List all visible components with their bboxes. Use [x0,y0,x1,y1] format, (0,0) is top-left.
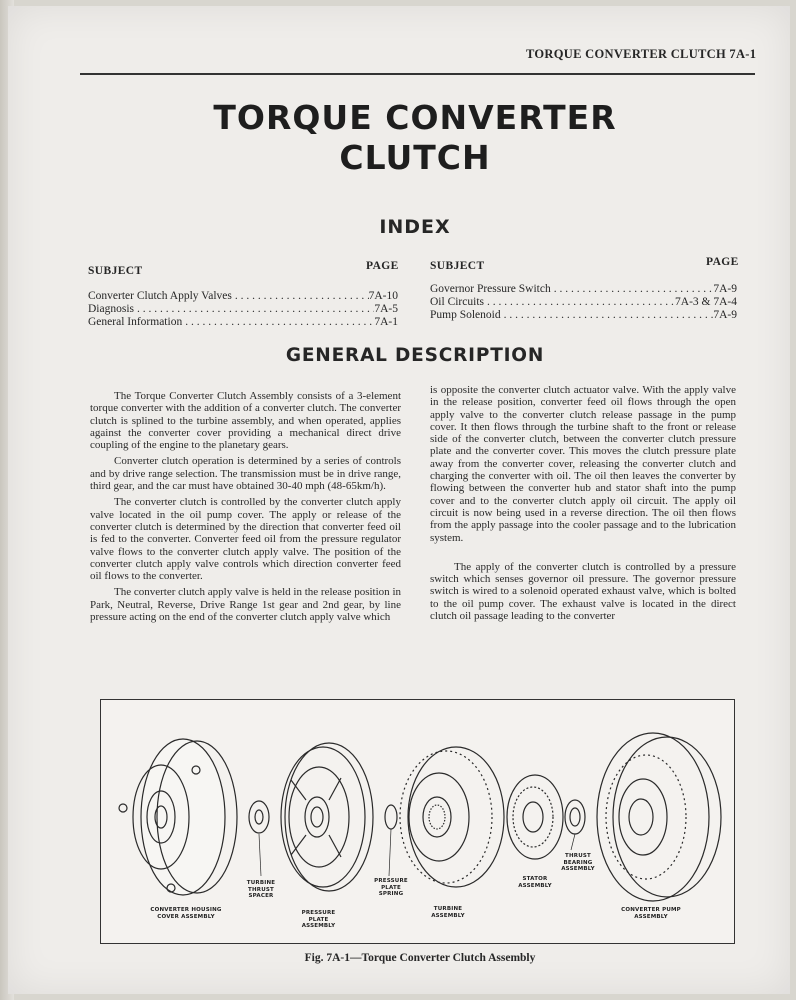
page-title [180,98,650,178]
body-paragraph: is opposite the converter clutch actuator valve. With the apply valve in the release position, converter feed oil flows through the open apply valve to the converter clutch release passage in the pump cover. It then flows through the turbine shaft to the front or release side of the converter clutch, between the converter clutch pressure plate and the converter cover. This moves the clutch pressure plate away from the converter cover, releasing the converter clutch and charging the converter with oil. The oil then leaves the converter by flowing between the converter hub and stator shaft into the pump cover and to the converter clutch apply oil circuit. The apply oil circuit is now being used in a reverse direction. The oil then flows from the apply passage into the cooler passage and to the lubrication system. [430,384,736,544]
index-page-header-left: PAGE [366,260,399,272]
pressure-plate-spring-part [385,805,397,829]
index-subject: Oil Circuits [430,296,484,308]
thrust-bearing-part [565,800,585,834]
thrust-spacer-part [249,801,269,833]
index-page: 7A-9 [713,309,737,321]
body-paragraph: Converter clutch operation is determined by a series of controls and by drive range selection. The transmission must be in drive range, third gear, and the car must have obtained 30-40 mph (48-65km/h). [90,455,401,493]
label-stator: STATOR ASSEMBLY [518,876,552,889]
title-line-2: CLUTCH [339,138,491,177]
index-subject: Converter Clutch Apply Valves [88,290,232,302]
stator-part [507,775,563,859]
index-subject-header-right: SUBJECT [430,260,485,272]
index-page: 7A-9 [713,283,737,295]
index-subject: Diagnosis [88,303,134,315]
label-thrust-spacer: TURBINE THRUST SPACER [246,880,276,899]
index-entry [88,303,398,316]
housing-cover-part [119,739,237,895]
label-housing-cover: CONVERTER HOUSING COVER ASSEMBLY [150,907,222,920]
index-subject: Pump Solenoid [430,309,501,321]
turbine-part [400,747,504,887]
index-page: 7A-10 [368,290,398,302]
index-heading: INDEX [379,216,451,238]
body-paragraph: The apply of the converter clutch is controlled by a pressure switch which senses governor oil pressure. The governor pressure switch is wired to a solenoid operated exhaust valve, which is bolted to the oil pump cover. The exhaust valve is located in the direct clutch oil passage leading to the converter [430,560,736,623]
label-thrust-bearing: THRUST BEARING ASSEMBLY [561,853,595,872]
body-column-right [430,384,736,622]
header-rule [80,73,755,75]
pressure-plate-part [281,743,373,891]
section-heading: GENERAL DESCRIPTION [285,345,545,366]
index-entry [88,316,398,329]
body-paragraph: The converter clutch is controlled by the converter clutch apply valve located in the oil pump cover. The apply or release of the converter clutch is determined by the direction that converter feed oil is fed to the converter. Converter feed oil from the pressure regulator valve flows to the converter clutch apply valve. The position of the converter clutch apply valve controls which direction converter feed oil flows to the converter. [90,496,401,583]
index-subject: General Information [88,316,183,328]
label-pressure-plate-spring: PRESSURE PLATE SPRING [374,878,408,897]
index-entry [430,296,737,309]
title-line-1: TORQUE CONVERTER [213,98,617,137]
label-pressure-plate: PRESSURE PLATE ASSEMBLY [301,910,336,929]
index-page: 7A-1 [374,316,398,328]
figure-exploded-view [100,699,735,944]
label-turbine: TURBINE ASSEMBLY [431,906,465,919]
label-converter-pump: CONVERTER PUMP ASSEMBLY [621,907,681,920]
index-entry [88,290,398,303]
body-paragraph: The converter clutch apply valve is held in the release position in Park, Neutral, Reverse, Drive Range 1st gear and 2nd gear, by line pressure acting on the end of the converter clutch apply valve which [90,586,401,624]
running-head: TORQUE CONVERTER CLUTCH 7A-1 [526,47,757,61]
index-page: 7A-5 [374,303,398,315]
index-page-header-right: PAGE [706,256,739,268]
index-subject-header-left: SUBJECT [88,265,143,277]
body-paragraph: The Torque Converter Clutch Assembly consists of a 3-element torque converter with the addition of a converter clutch. The converter clutch is splined to the turbine assembly, and when operated, applies against the converter cover providing a mechanical direct drive coupling of the engine to the planetary gears. [90,390,401,452]
converter-pump-part [597,733,721,901]
index-entry [430,309,737,322]
figure-caption: Fig. 7A-1—Torque Converter Clutch Assembly [304,952,536,964]
index-page: 7A-3 & 7A-4 [675,296,737,308]
body-column-left [90,390,401,623]
index-subject: Governor Pressure Switch [430,283,551,295]
index-entry [430,283,737,296]
